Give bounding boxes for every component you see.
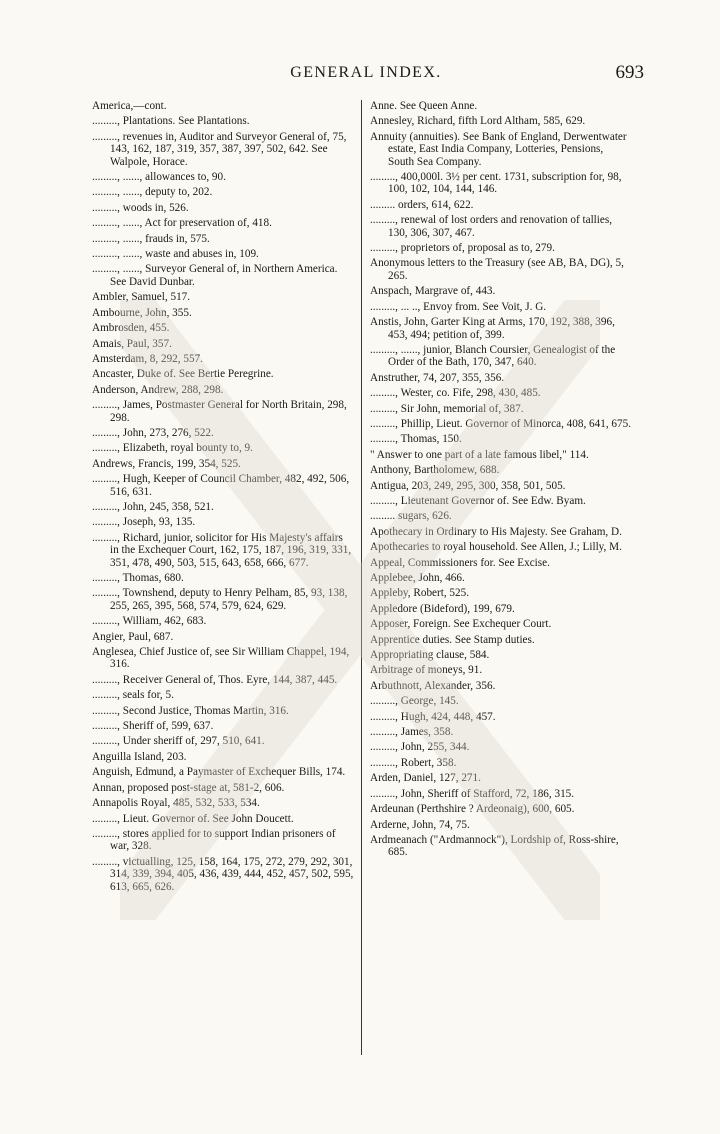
index-entry: ........., ......, waste and abuses in, 109. [92,248,259,261]
index-entry: Appledore (Bideford), 199, 679. [370,602,515,615]
index-entry: Anstis, John, Garter King at Arms, 170, 192, 388, 396, 453, 494; petition of, 399. [370,316,618,341]
index-entry: Amais, Paul, 357. [92,337,172,350]
index-entry: Apprentice duties. See Stamp duties. [370,633,535,646]
index-entry: ........., William, 462, 683. [92,615,207,628]
index-entry: Anderson, Andrew, 288, 298. [92,383,224,396]
index-entry: Angier, Paul, 687. [92,630,174,643]
index-entry: Ancaster, Duke of. See Bertie Peregrine. [92,368,274,381]
index-entry: ........., Sheriff of, 599, 637. [92,720,214,733]
index-entry: Anstruther, 74, 207, 355, 356. [370,371,505,384]
index-entry: ........., George, 145. [370,695,459,708]
index-entry: Apothecary in Ordinary to His Majesty. See Graham, D. [370,525,622,538]
index-entry: ......... sugars, 626. [370,510,452,523]
index-entry: ........., stores applied for to support Indian prisoners of war, 328. [92,827,339,853]
index-entry: Apposer, Foreign. See Exchequer Court. [370,618,552,631]
index-entry: ........., Townshend, deputy to Henry Pelham, 85, 93, 138, 255, 265, 395, 568, 574, 579, 624, 629. [92,587,351,612]
index-entry: Applebee, John, 466. [370,572,465,584]
index-entry: ......... orders, 614, 622. [370,198,474,211]
index-entry: ........., Lieutenant Governor of. See Edw. Byam. [370,494,586,507]
index-entry: Anguilla Island, 203. [92,750,187,763]
index-entry: ........., John, Sheriff of Stafford, 72, 186, 315. [370,787,575,800]
running-title: GENERAL INDEX. [290,64,442,81]
index-entry: ........., Joseph, 93, 135. [92,516,196,529]
index-entry: ........., Hugh, 424, 448, 457. [370,710,496,723]
index-entry: ........., James, 358. [370,726,454,739]
index-entry: ........., Hugh, Keeper of Council Chamber, 482, 492, 506, 516, 631. [92,473,352,498]
index-entry: Anne. See Queen Anne. [370,100,478,112]
index-entry: Apothecaries to royal household. See Allen, J.; Lilly, M. [370,541,622,554]
index-entry: ........., John, 255, 344. [370,741,470,754]
index-entry: Antigua, 203, 249, 295, 300, 358, 501, 505. [370,479,566,492]
index-entry: Ardmeanach ("Ardmannock"), Lordship of, Ross-shire, 685. [370,833,622,859]
index-column-left [92,100,357,896]
index-entry: ........., Thomas, 680. [92,572,184,584]
index-entry: ........., Under sheriff of, 297, 510, 641. [92,735,265,748]
index-entry: ........., ......, deputy to, 202. [92,186,213,199]
index-entry: Anthony, Bartholomew, 688. [370,464,500,477]
index-entry: ........., Richard, junior, solicitor for His Majesty's affairs in the Exchequer Court, 162, 175, 187, 196, 319, 331, 351, 478, 490, 503, 515, 643, 658, 666, 677. [92,531,354,569]
index-entry: ........., revenues in, Auditor and Surveyor General of, 75, 143, 162, 187, 319, 357, 387, 397, 502, 642. See Walpole, Horace. [92,130,350,168]
index-entry: Anonymous letters to the Treasury (see AB, BA, DG), 5, 265. [370,257,627,282]
index-entry: ........., ......, Act for preservation of, 418. [92,217,272,230]
index-entry: Arbuthnott, Alexander, 356. [370,679,496,692]
index-entry: ........., Sir John, memorial of, 387. [370,402,524,415]
index-entry: ........., Wester, co. Fife, 298, 430, 485. [370,387,541,400]
index-entry: ........., ......, allowances to, 90. [92,171,226,184]
page-header [88,62,644,86]
index-entry: Appleby, Robert, 525. [370,587,470,600]
index-entry: ........., John, 245, 358, 521. [92,500,214,513]
index-entry: Appeal, Commissioners for. See Excise. [370,556,550,569]
index-entry: Annan, proposed post-stage at, 581-2, 606. [92,781,285,794]
index-entry: Ardeunan (Perthshire ? Ardeonaig), 600, 605. [370,803,575,816]
index-entry: ........., Thomas, 150. [370,433,462,446]
index-entry: ........., proprietors of, proposal as to, 279. [370,242,555,255]
index-entry: ........., Lieut. Governor of. See John Doucett. [92,812,294,825]
index-entry: ........., 400,000l. 3½ per cent. 1731, subscription for, 98, 100, 102, 104, 144, 146. [370,171,625,196]
index-entry: ........., ......, junior, Blanch Coursier, Genealogist of the Order of the Bath, 170, 347, 640. [370,343,618,369]
index-entry: Arbitrage of moneys, 91. [370,664,483,677]
index-entry: ........., Elizabeth, royal bounty to, 9. [92,442,253,455]
index-entry: Ambrosden, 455. [92,322,170,335]
column-divider [361,100,362,1055]
index-entry: ........., Second Justice, Thomas Martin, 316. [92,704,289,717]
index-entry: Arden, Daniel, 127, 271. [370,772,481,785]
index-entry: ........., Robert, 358. [370,756,457,769]
index-entry: ........., Phillip, Lieut. Governor of Minorca, 408, 641, 675. [370,417,632,430]
index-entry: Amsterdam, 8, 292, 557. [92,352,203,365]
index-entry: Ambourne, John, 355. [92,306,192,319]
index-entry: ........., Receiver General of, Thos. Eyre, 144, 387, 445. [92,673,338,686]
index-entry: Andrews, Francis, 199, 354, 525. [92,457,241,470]
index-entry: " Answer to one part of a late famous libel," 114. [370,448,589,461]
index-entry: ........., victualling, 125, 158, 164, 175, 272, 279, 292, 301, 314, 339, 394, 405, 436, 439, 444, 452, 457, 502, 595, 613, 665, 626. [92,855,357,893]
index-entry: Annapolis Royal, 485, 532, 533, 534. [92,797,260,810]
index-entry: ........., renewal of lost orders and renovation of tallies, 130, 306, 307, 467. [370,214,615,239]
index-entry: Anspach, Margrave of, 443. [370,285,496,298]
index-entry: Annesley, Richard, fifth Lord Altham, 585, 629. [370,115,586,128]
index-entry: Arderne, John, 74, 75. [370,818,470,831]
index-entry: ........., Plantations. See Plantations. [92,115,250,128]
index-column-right [370,100,632,862]
index-entry: Annuity (annuities). See Bank of England, Derwentwater estate, East India Company, Lotteries, Pensions, South Sea Company. [370,130,630,168]
index-entry: Appropriating clause, 584. [370,649,490,662]
index-entry: Anguish, Edmund, a Paymaster of Exchequer Bills, 174. [92,766,346,779]
index-entry: America,—cont. [92,100,167,112]
index-entry: Ambler, Samuel, 517. [92,291,191,304]
index-entry: ........., ......, Surveyor General of, in Northern America. See David Dunbar. [92,263,341,288]
index-entry: ........., woods in, 526. [92,201,189,214]
index-entry: ........., seals for, 5. [92,689,174,702]
index-entry: ........., ... .., Envoy from. See Voit, J. G. [370,300,547,313]
index-entry: ........., James, Postmaster General for North Britain, 298, 298. [92,399,350,424]
index-entry: ........., ......, frauds in, 575. [92,232,210,245]
page-number: 693 [615,62,644,83]
index-entry: ........., John, 273, 276, 522. [92,426,214,439]
index-entry: Anglesea, Chief Justice of, see Sir William Chappel, 194, 316. [92,646,353,671]
